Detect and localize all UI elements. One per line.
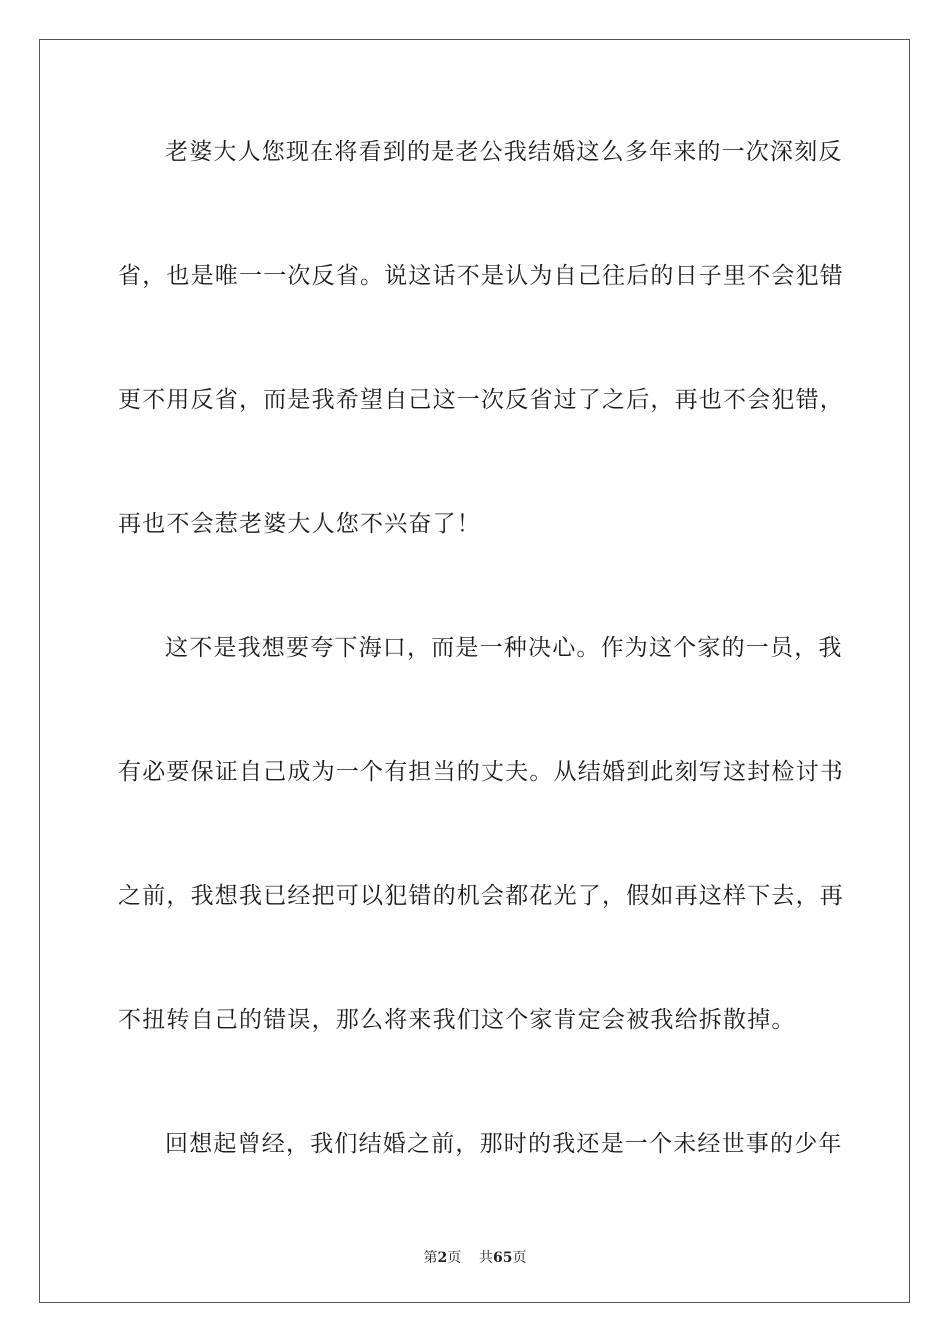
paragraph-line: 再也不会惹老婆大人您不兴奋了！ [118,511,481,537]
paragraph-line: 老婆大人您现在将看到的是老公我结婚这么多年来的一次深刻反 [165,139,843,165]
page-footer [0,1247,950,1267]
total-prefix: 共 [479,1250,494,1266]
paragraph-line: 之前，我想我已经把可以犯错的机会都花光了，假如再这样下去，再 [118,883,844,909]
page-suffix: 页 [447,1250,462,1266]
total-suffix: 页 [512,1250,527,1266]
paragraph-line: 有必要保证自己成为一个有担当的丈夫。从结婚到此刻写这封检讨书 [118,759,844,785]
paragraph-line: 这不是我想要夸下海口，而是一种决心。作为这个家的一员，我 [165,635,843,661]
paragraph-line: 回想起曾经，我们结婚之前，那时的我还是一个未经世事的少年 [165,1131,843,1157]
page-number: 2 [437,1250,448,1266]
paragraph-line: 不扭转自己的错误，那么将来我们这个家肯定会被我给拆散掉。 [118,1007,796,1033]
page-prefix: 第 [423,1250,438,1266]
paragraph-line: 省，也是唯一一次反省。说这话不是认为自己往后的日子里不会犯错 [118,263,844,289]
total-pages: 65 [493,1250,513,1266]
page-border [39,39,910,1303]
paragraph-line: 更不用反省，而是我希望自己这一次反省过了之后，再也不会犯错， [118,387,844,413]
